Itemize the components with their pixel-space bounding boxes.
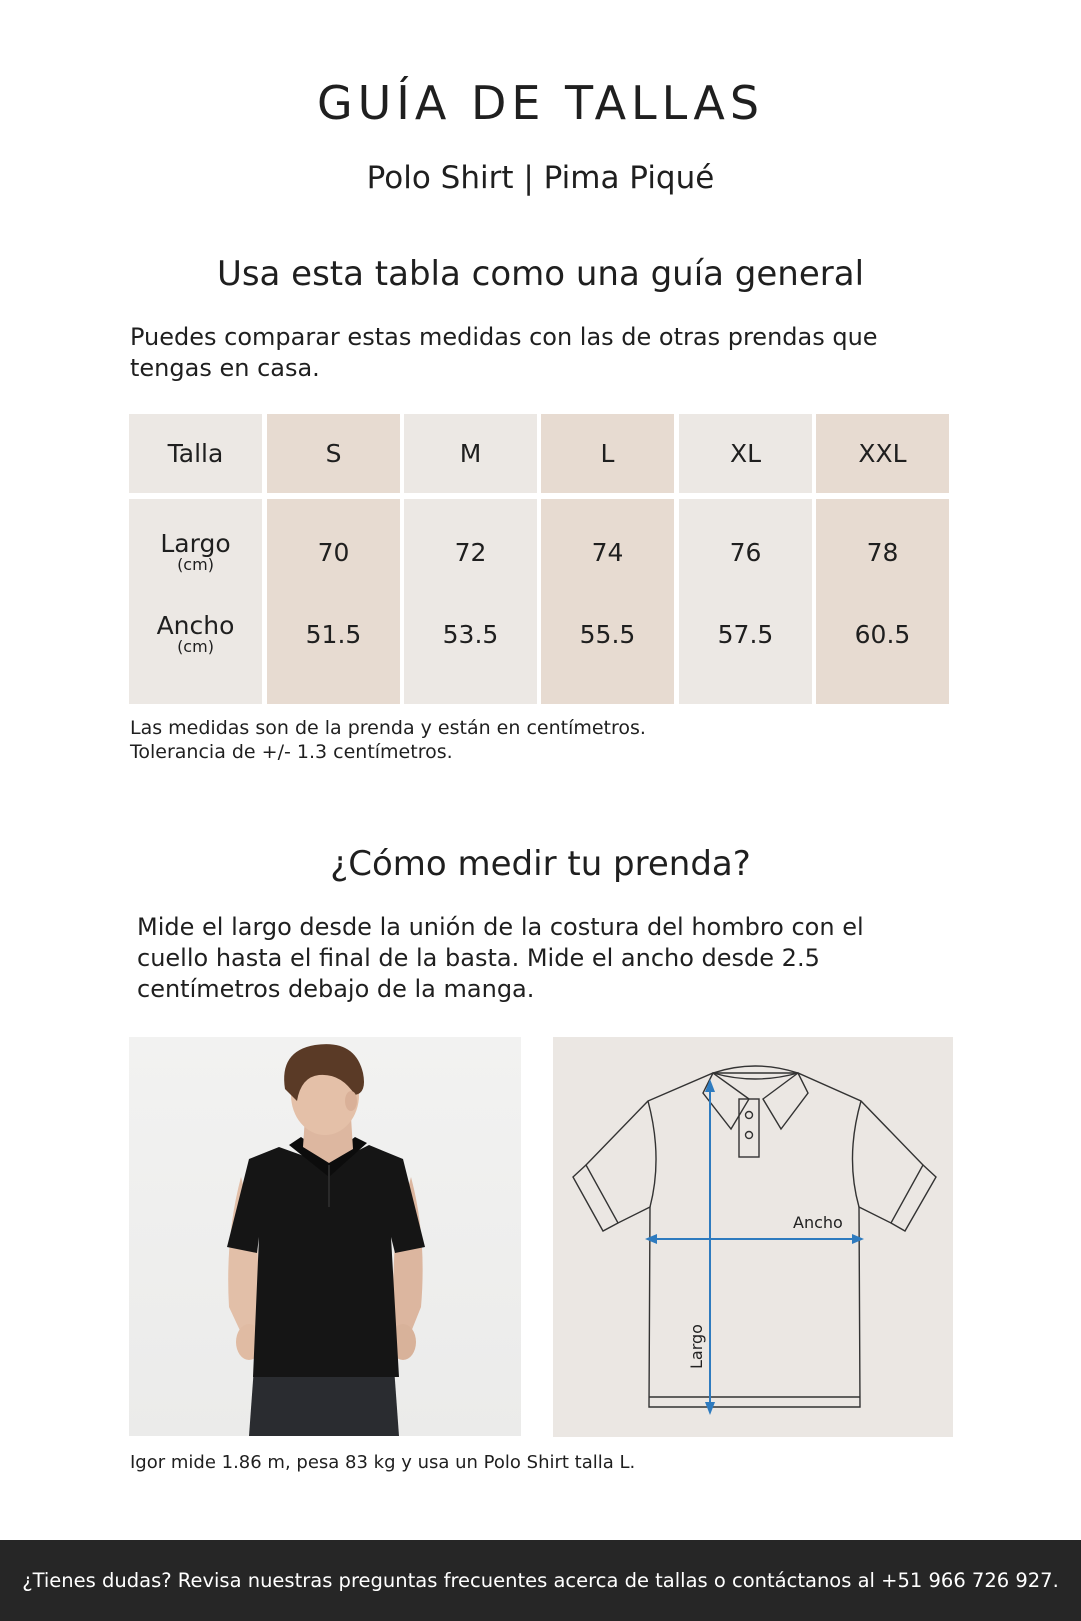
size-column-xxl	[816, 414, 949, 704]
section-heading-measure: ¿Cómo medir tu prenda?	[330, 844, 751, 884]
row-label-unit: (cm)	[177, 555, 214, 574]
size-table	[129, 414, 950, 704]
measurement-diagram	[553, 1037, 953, 1437]
size-cell-largo: 74	[591, 537, 624, 567]
section-text-measure: Mide el largo desde la unión de la costura del hombro con el cuello hasta el final de la basta. Mide el ancho desde 2.5 centímetros debajo de la manga.	[137, 913, 864, 1003]
row-label-text: Ancho	[156, 611, 235, 640]
size-header: S	[325, 439, 342, 468]
row-label-largo	[129, 522, 262, 582]
table-note	[130, 716, 646, 764]
size-cell-largo: 78	[866, 537, 899, 567]
model-photo-illustration	[129, 1037, 521, 1436]
row-label-ancho	[129, 604, 262, 664]
table-note-line: Las medidas son de la prenda y están en centímetros.	[130, 717, 646, 739]
size-header: XXL	[858, 439, 907, 468]
footer-text: ¿Tienes dudas? Revisa nuestras preguntas frecuentes acerca de tallas o contáctanos al +51 966 726 927.	[22, 1569, 1059, 1592]
photo-caption: Igor mide 1.86 m, pesa 83 kg y usa un Polo Shirt talla L.	[130, 1452, 636, 1473]
size-column-l	[541, 414, 674, 704]
size-cell-largo: 76	[729, 537, 762, 567]
size-column-xl	[679, 414, 812, 704]
size-header: L	[600, 439, 615, 468]
diagram-length-label: Largo	[687, 1324, 706, 1369]
size-column-m	[404, 414, 537, 704]
page-title: GUÍA DE TALLAS	[316, 76, 765, 130]
size-cell-ancho: 55.5	[579, 619, 636, 649]
size-table-label-column	[129, 414, 262, 704]
diagram-width-label: Ancho	[793, 1213, 843, 1232]
size-cell-largo: 72	[454, 537, 487, 567]
section-heading-guide: Usa esta tabla como una guía general	[216, 254, 865, 294]
model-photo	[129, 1037, 521, 1436]
polo-diagram	[553, 1037, 953, 1437]
size-cell-ancho: 51.5	[305, 619, 362, 649]
page-subtitle: Polo Shirt | Pima Piqué	[366, 160, 715, 196]
table-note-line: Tolerancia de +/- 1.3 centímetros.	[130, 741, 453, 763]
row-label-text: Largo	[160, 529, 231, 558]
size-cell-ancho: 57.5	[717, 619, 774, 649]
size-cell-ancho: 53.5	[442, 619, 499, 649]
size-cell-largo: 70	[317, 537, 350, 567]
size-column-s	[267, 414, 400, 704]
size-header: M	[459, 439, 482, 468]
size-table-header-label: Talla	[167, 439, 224, 468]
section-text-guide: Puedes comparar estas medidas con las de otras prendas que tengas en casa.	[130, 323, 878, 382]
size-header: XL	[729, 439, 762, 468]
footer-banner	[0, 1540, 1081, 1621]
size-cell-ancho: 60.5	[854, 619, 911, 649]
row-label-unit: (cm)	[177, 637, 214, 656]
